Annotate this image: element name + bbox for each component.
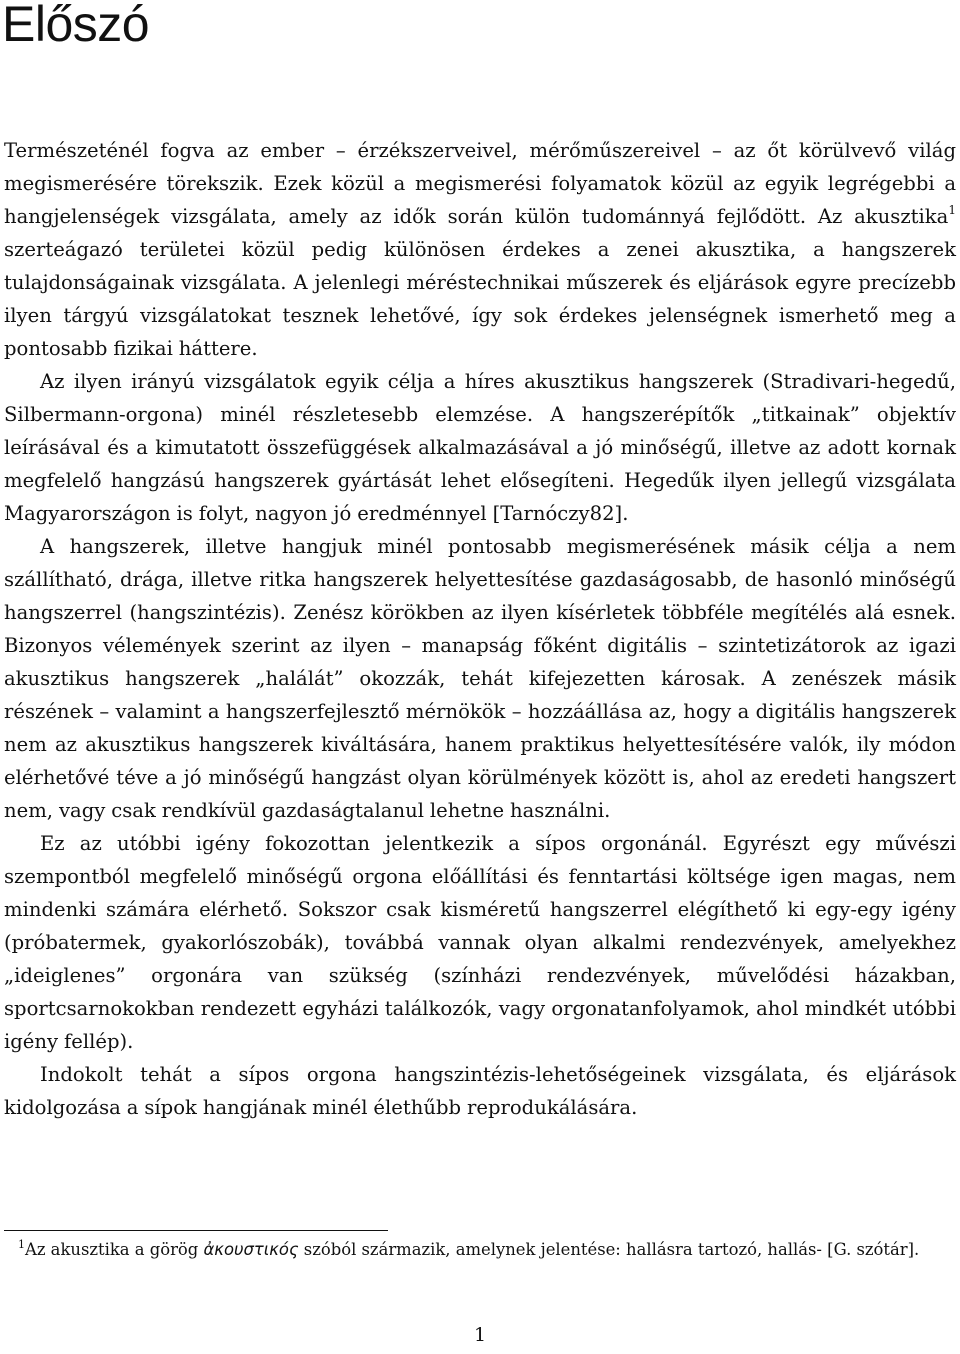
body-text	[4, 134, 956, 1124]
paragraph-5: Indokolt tehát a sípos orgona hangszintézis-lehetőségeinek vizsgálata, és eljárások kidolgozása a sípok hangjának minél élethűbb reprodukálására.	[4, 1063, 956, 1119]
paragraph-2: Az ilyen irányú vizsgálatok egyik célja a híres akusztikus hangszerek (Stradivari-hegedű, Silbermann-orgona) minél részletesebb elemzése. A hangszerépítők „titkainak” objektív leírásával és a kimutatott összefüggések alkalmazásával a jó minőségű, illetve az adott kornak megfelelő hangzású hangszerek gyártását lehet elősegíteni. Hegedűk ilyen jellegű vizsgálata Magyarországon is folyt, nagyon jó eredménnyel [Tarnóczy82].	[4, 370, 956, 525]
footnote-text-end: szóból származik, amelynek jelentése: hallásra tartozó, hallás- [G. szótár].	[298, 1240, 920, 1259]
footnote-text-start: Az akusztika a görög	[25, 1240, 204, 1259]
paragraph-4: Ez az utóbbi igény fokozottan jelentkezik a sípos orgonánál. Egyrészt egy művészi szempontból megfelelő minőségű orgona előállítási és fenntartási költsége igen magas, nem mindenki számára elérhető. Sokszor csak kisméretű hangszerrel elégíthető ki egy-egy igény (próbatermek, gyakorlószobák), továbbá vannak olyan alkalmi rendezvények, amelyekhez „ideiglenes” orgonára van szükség (színházi rendezvények, művelődési házakban, sportcsarnokokban rendezett egyházi találkozók, vagy orgonatanfolyamok, ahol mindkét utóbbi igény fellép).	[4, 832, 956, 1053]
footnote-greek-word: ἀκουστικός	[203, 1240, 299, 1259]
footnote	[4, 1236, 956, 1264]
paragraph-3: A hangszerek, illetve hangjuk minél pontosabb megismerésének másik célja a nem szállítható, drága, illetve ritka hangszerek helyettesítése gazdaságosabb, de hasonló minőségű hangszerrel (hangszintézis). Zenész körökben az ilyen kísérletek többféle megítélés alá esnek. Bizonyos vélemények szerint az ilyen – manapság főként digitális – szintetizátorok az igazi akusztikus hangszerek „halálát” okozzák, tehát kifejezetten károsak. A zenészek másik részének – valamint a hangszerfejlesztő mérnökök – hozzáállása az, hogy a digitális hangszerek nem az akusztikus hangszerek kiváltására, hanem praktikus helyettesítésére valók, ily módon elérhetővé téve a jó minőségű hangzást olyan körülmények között is, ahol az eredeti hangszert nem, vagy csak rendkívül gazdaságtalanul lehetne használni.	[4, 535, 956, 822]
paragraph-1-text-end: szerteágazó területei közül pedig különösen érdekes a zenei akusztika, a hangszerek tulajdonságainak vizsgálata. A jelenlegi méréstechnikai műszerek és eljárások egyre precízebb ilyen tárgyú vizsgálatokat tesznek lehetővé, így sok érdekes jelenségnek ismerhető meg a pontosabb fizikai háttere.	[4, 238, 956, 360]
paragraph-1	[4, 134, 956, 365]
chapter-title: Előszó	[2, 0, 150, 52]
footnote-divider	[4, 1230, 388, 1231]
footnote-reference: 1	[948, 203, 956, 217]
footnote-marker: 1	[18, 1238, 25, 1251]
page-number: 1	[473, 1324, 487, 1346]
paragraph-1-text-start: Természeténél fogva az ember – érzékszerveivel, mérőműszereivel – az őt körülvevő világ megismerésére törekszik. Ezek közül a megismerési folyamatok közül az egyik legrégebbi a hangjelenségek vizsgálata, amely az idők során külön tudománnyá fejlődött. Az akusztika	[4, 139, 956, 228]
